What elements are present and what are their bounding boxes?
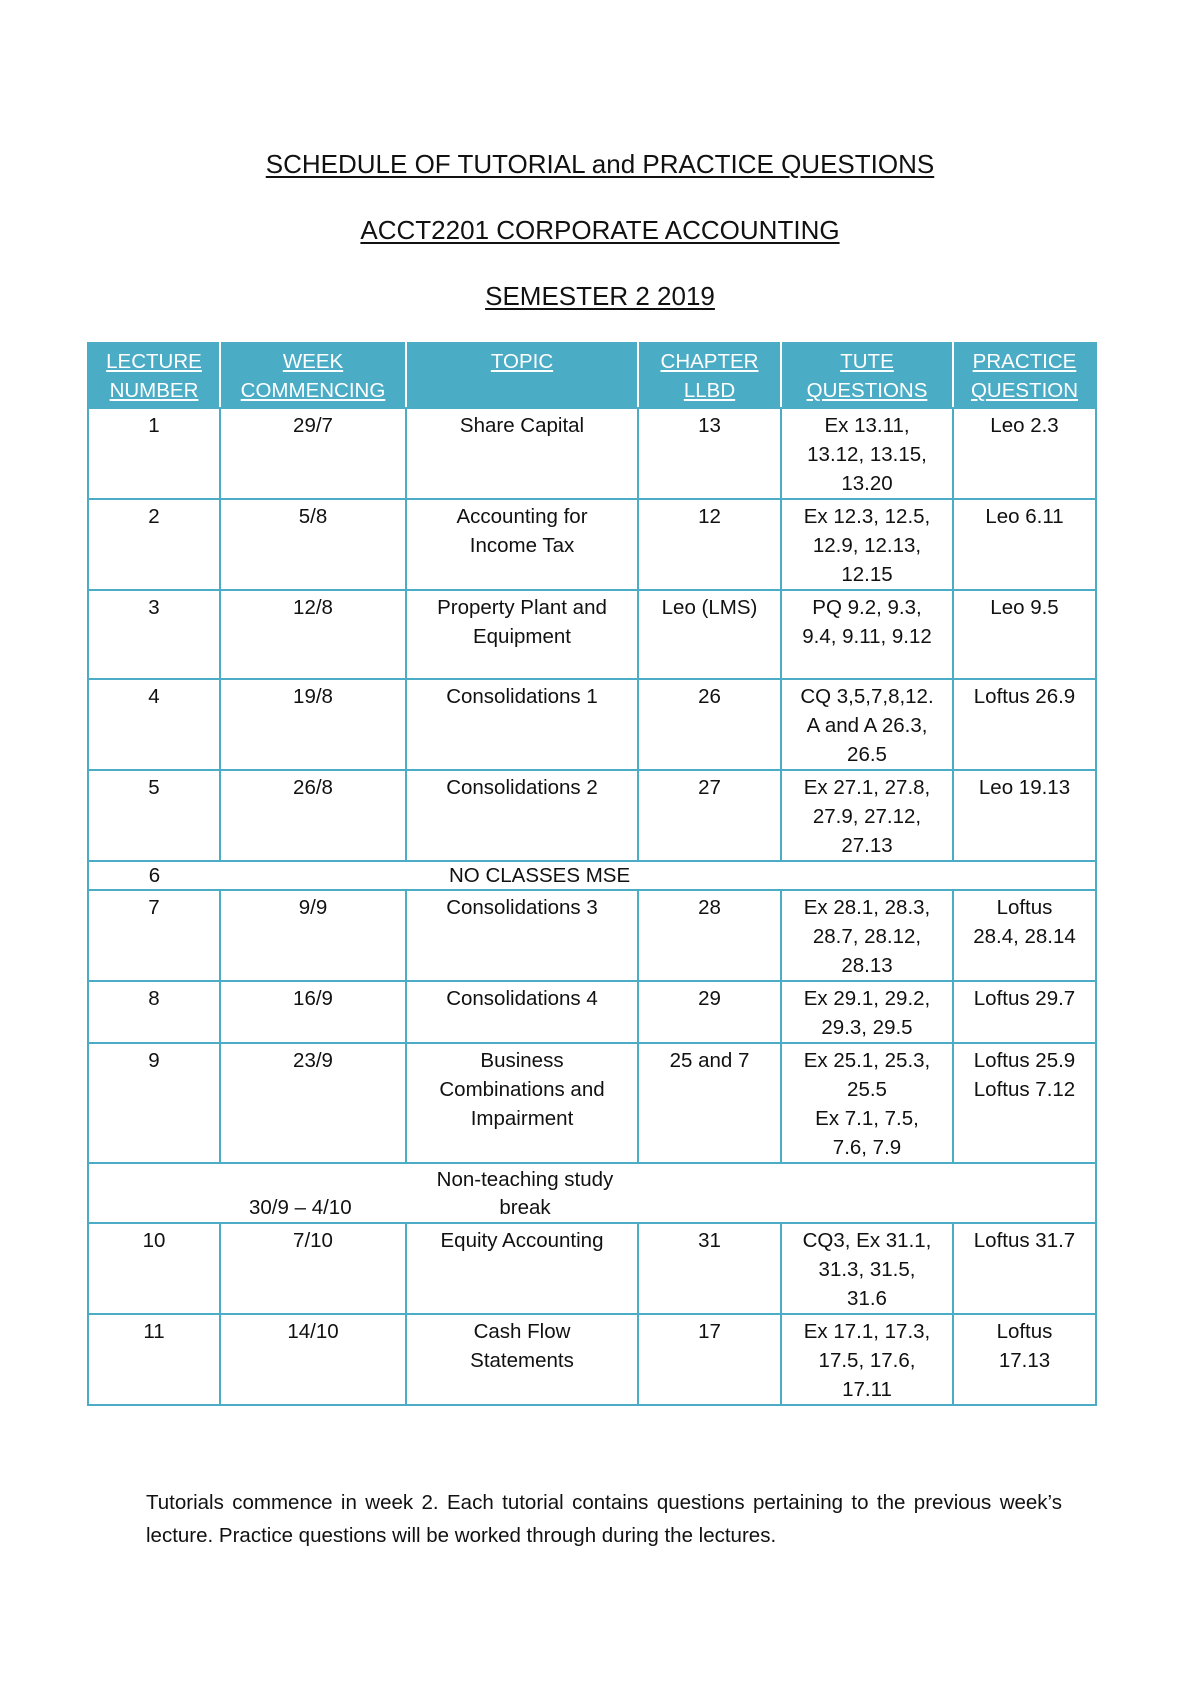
topic-cell: [406, 1043, 638, 1163]
tute-text: 27.9, 27.12,: [812, 805, 922, 828]
practice-text: Loftus 25.9: [973, 1049, 1076, 1072]
tute-text: 17.5, 17.6,: [818, 1349, 916, 1372]
topic-text: Cash Flow: [473, 1320, 571, 1343]
header-practice-question: [953, 343, 1096, 408]
tute-cell: [781, 1043, 953, 1163]
chapter-cell: 28: [638, 890, 781, 981]
topic-cell: [406, 499, 638, 590]
topic-cell: [406, 590, 638, 679]
tute-cell: [781, 1223, 953, 1314]
tute-text: Ex 25.1, 25.3,: [803, 1049, 931, 1072]
chapter-cell: 13: [638, 408, 781, 499]
tute-text: 31.3, 31.5,: [818, 1258, 916, 1281]
table-row: [88, 1314, 1096, 1405]
week-cell: 5/8: [220, 499, 406, 590]
week-cell: 23/9: [220, 1043, 406, 1163]
header-text: LLBD: [683, 379, 736, 402]
chapter-cell: 12: [638, 499, 781, 590]
chapter-cell: 26: [638, 679, 781, 770]
tute-cell: [781, 981, 953, 1043]
topic-text: Consolidations 2: [446, 776, 598, 799]
header-text: LECTURE: [106, 350, 202, 373]
table-row: [88, 499, 1096, 590]
tute-text: Ex 13.11,: [824, 414, 910, 437]
topic-cell: [406, 1314, 638, 1405]
topic-text: Consolidations 4: [446, 987, 598, 1010]
topic-cell: [406, 770, 638, 861]
tute-text: 25.5: [847, 1078, 887, 1101]
header-text: PRACTICE: [972, 350, 1077, 373]
practice-text: Loftus 29.7: [973, 987, 1076, 1010]
table-row: [88, 890, 1096, 981]
practice-cell: [953, 981, 1096, 1043]
tute-text: Ex 28.1, 28.3,: [803, 896, 931, 919]
tute-text: Ex 12.3, 12.5,: [803, 505, 931, 528]
table-row: [88, 408, 1096, 499]
tute-cell: [781, 499, 953, 590]
table-row: [88, 1223, 1096, 1314]
practice-text: Leo 6.11: [985, 505, 1064, 528]
table-row: [88, 679, 1096, 770]
practice-cell: [953, 590, 1096, 679]
practice-cell: [953, 1314, 1096, 1405]
tute-text: 26.5: [847, 743, 887, 766]
table-row: [88, 770, 1096, 861]
tute-text: 28.13: [841, 954, 893, 977]
practice-text: 17.13: [998, 1349, 1051, 1372]
schedule-table: [87, 342, 1097, 1406]
document-titles: [0, 148, 1200, 346]
chapter-cell: 29: [638, 981, 781, 1043]
practice-cell: [953, 408, 1096, 499]
tute-text: A and A 26.3,: [806, 714, 928, 737]
topic-text: Business: [480, 1049, 564, 1072]
chapter-cell: 17: [638, 1314, 781, 1405]
topic-text: Income Tax: [469, 534, 575, 557]
topic-text: Consolidations 3: [446, 896, 598, 919]
tute-text: 13.12, 13.15,: [807, 443, 927, 466]
tute-text: Ex 29.1, 29.2,: [803, 987, 931, 1010]
tute-cell: [781, 408, 953, 499]
lecture-number-cell: 8: [88, 981, 220, 1043]
tute-cell: [781, 890, 953, 981]
topic-cell: [406, 981, 638, 1043]
practice-text: Leo 19.13: [978, 776, 1071, 799]
topic-cell: [406, 408, 638, 499]
topic-text: Accounting for: [456, 505, 588, 528]
lecture-number-cell: 10: [88, 1223, 220, 1314]
lecture-number-cell: 6: [88, 861, 220, 890]
topic-text: Equity Accounting: [440, 1229, 604, 1252]
practice-cell: [953, 1223, 1096, 1314]
tute-text: 28.7, 28.12,: [812, 925, 922, 948]
tute-cell: [781, 679, 953, 770]
tute-text: 13.20: [841, 472, 893, 495]
topic-text: Equipment: [472, 625, 571, 648]
header-text: CHAPTER: [660, 350, 759, 373]
tute-text: 29.3, 29.5: [821, 1016, 913, 1039]
study-break-cell: [88, 1163, 1096, 1223]
week-cell: 7/10: [220, 1223, 406, 1314]
header-topic: [406, 343, 638, 408]
table-row: [88, 1043, 1096, 1163]
practice-text: 28.4, 28.14: [973, 925, 1076, 948]
table-row-no-classes: [88, 861, 1096, 890]
tute-text: 27.13: [841, 834, 893, 857]
lecture-number-cell: 2: [88, 499, 220, 590]
header-chapter-llbd: [638, 343, 781, 408]
tute-text: Ex 27.1, 27.8,: [803, 776, 931, 799]
tute-text: 7.6, 7.9: [832, 1136, 902, 1159]
no-classes-text: NO CLASSES MSE: [449, 864, 631, 887]
semester-title: SEMESTER 2 2019: [485, 281, 715, 311]
study-break-topic: [409, 1166, 641, 1222]
footer-note: Tutorials commence in week 2. Each tutorial contains questions pertaining to the previous week’s lecture. Practice questions will be worked through during the lectures.: [146, 1490, 1062, 1547]
schedule-body: [88, 408, 1096, 1405]
practice-cell: [953, 499, 1096, 590]
topic-text: Statements: [470, 1349, 574, 1372]
topic-cell: [406, 890, 638, 981]
lecture-number-cell: 11: [88, 1314, 220, 1405]
week-cell: 26/8: [220, 770, 406, 861]
tute-text: 12.9, 12.13,: [812, 534, 922, 557]
tute-text: CQ 3,5,7,8,12.: [800, 685, 934, 708]
week-cell: 16/9: [220, 981, 406, 1043]
chapter-cell: Leo (LMS): [638, 590, 781, 679]
header-text: NUMBER: [109, 379, 199, 402]
chapter-cell: 25 and 7: [638, 1043, 781, 1163]
tute-cell: [781, 1314, 953, 1405]
tute-cell: [781, 590, 953, 679]
header-text: QUESTIONS: [806, 379, 928, 402]
practice-cell: [953, 770, 1096, 861]
week-cell: 9/9: [220, 890, 406, 981]
week-cell: 19/8: [220, 679, 406, 770]
table-row: [88, 590, 1096, 679]
practice-text: Leo 9.5: [990, 596, 1059, 619]
practice-cell: [953, 1043, 1096, 1163]
practice-text: Loftus 7.12: [973, 1078, 1076, 1101]
tute-text: PQ 9.2, 9.3,: [812, 596, 922, 619]
header-text: WEEK: [282, 350, 344, 373]
topic-cell: [406, 1223, 638, 1314]
topic-text: Consolidations 1: [446, 685, 598, 708]
header-row: [88, 343, 1096, 408]
practice-text: Leo 2.3: [990, 414, 1059, 437]
table-row: [88, 981, 1096, 1043]
table-row-study-break: [88, 1163, 1096, 1223]
tute-text: 31.6: [847, 1287, 887, 1310]
schedule-header: [88, 343, 1096, 408]
lecture-number-cell: 3: [88, 590, 220, 679]
tute-text: 9.4, 9.11, 9.12: [802, 625, 932, 648]
header-text: TOPIC: [490, 350, 554, 373]
practice-text: Loftus: [996, 1320, 1053, 1343]
week-cell: 29/7: [220, 408, 406, 499]
header-text: TUTE: [840, 350, 894, 373]
lecture-number-cell: 7: [88, 890, 220, 981]
chapter-cell: 27: [638, 770, 781, 861]
study-break-topic-text: break: [499, 1196, 551, 1219]
header-lecture-number: [88, 343, 220, 408]
tute-cell: [781, 770, 953, 861]
week-cell: 14/10: [220, 1314, 406, 1405]
lecture-number-cell: 1: [88, 408, 220, 499]
header-text: QUESTION: [970, 379, 1079, 402]
document-title: SCHEDULE OF TUTORIAL and PRACTICE QUESTIONS: [265, 149, 935, 179]
tute-text: Ex 17.1, 17.3,: [803, 1320, 931, 1343]
no-classes-note: [220, 861, 1096, 890]
lecture-number-cell: 9: [88, 1043, 220, 1163]
practice-text: Loftus 26.9: [973, 685, 1076, 708]
week-cell: 12/8: [220, 590, 406, 679]
tute-text: 12.15: [841, 563, 893, 586]
practice-text: Loftus 31.7: [973, 1229, 1076, 1252]
practice-cell: [953, 890, 1096, 981]
study-break-topic-text: Non-teaching study: [436, 1168, 614, 1191]
lecture-number-cell: 4: [88, 679, 220, 770]
tute-text: Ex 7.1, 7.5,: [815, 1107, 919, 1130]
practice-text: Loftus: [996, 896, 1053, 919]
header-text: COMMENCING: [240, 379, 386, 402]
topic-cell: [406, 679, 638, 770]
study-break-week: 30/9 – 4/10: [249, 1196, 352, 1219]
chapter-cell: 31: [638, 1223, 781, 1314]
topic-text: Property Plant and: [437, 596, 607, 619]
tute-text: 17.11: [842, 1378, 892, 1401]
topic-text: Impairment: [470, 1107, 574, 1130]
topic-text: Combinations and: [439, 1078, 605, 1101]
header-week-commencing: [220, 343, 406, 408]
lecture-number-cell: 5: [88, 770, 220, 861]
topic-text: Share Capital: [459, 414, 585, 437]
header-tute-questions: [781, 343, 953, 408]
practice-cell: [953, 679, 1096, 770]
tute-text: CQ3, Ex 31.1,: [802, 1229, 932, 1252]
course-title: ACCT2201 CORPORATE ACCOUNTING: [360, 215, 840, 245]
